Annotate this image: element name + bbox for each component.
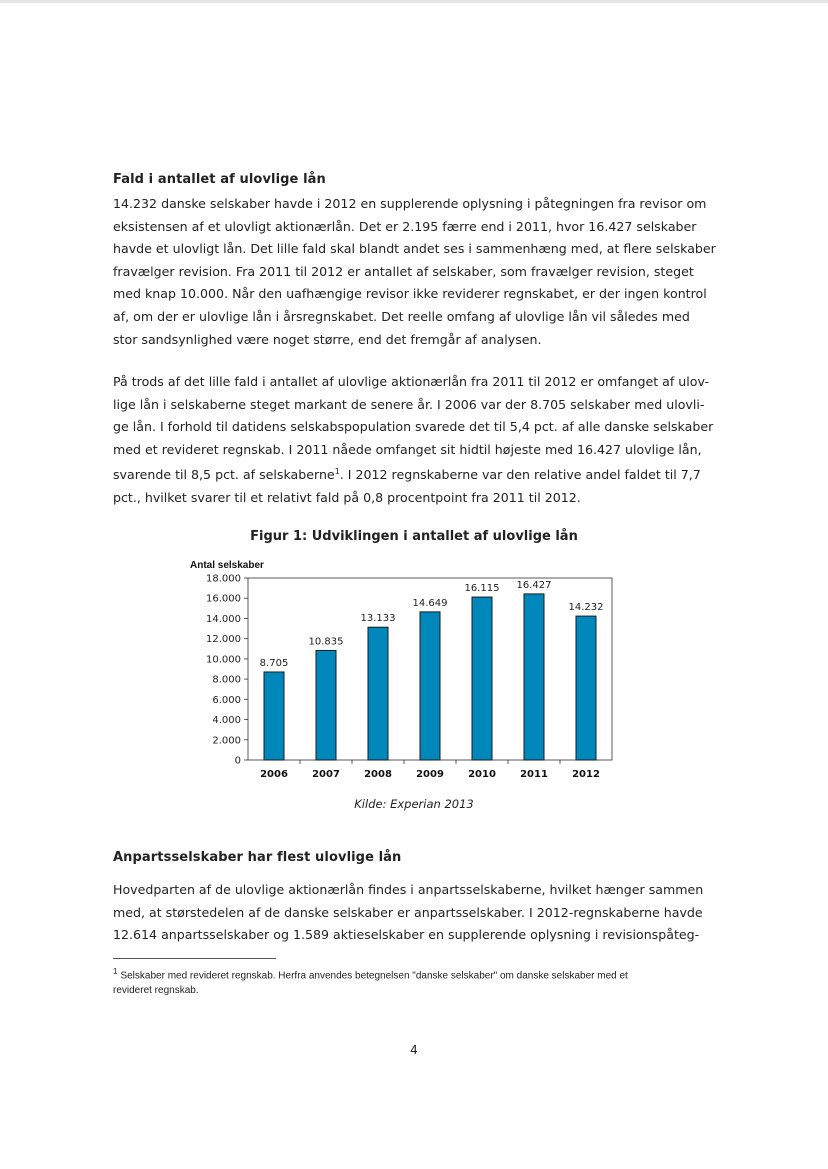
figure-source: Kilde: Experian 2013: [354, 797, 474, 811]
text-fragment: svarende til 8,5 pct. af selskaberne: [113, 467, 335, 483]
footnote-mark: 1: [113, 967, 118, 976]
footnote-divider: [113, 958, 276, 959]
text-line: På trods af det lille fald i antallet af ulovlige aktionærlån fra 2011 til 2012 er omfanget af ulov-: [113, 374, 710, 389]
bar: [368, 627, 388, 760]
text-line: med knap 10.000. Når den uafhængige revisor ikke reviderer regnskabet, er der ingen kontrol: [113, 286, 707, 302]
x-tick-label: 2012: [572, 769, 600, 780]
bar: [420, 612, 440, 760]
section-heading-anpartsselskaber: Anpartsselskaber har flest ulovlige lån: [113, 850, 402, 865]
text-line: [113, 461, 713, 487]
y-tick-label: 2.000: [212, 735, 241, 747]
page-number: 4: [410, 1043, 418, 1057]
x-tick-label: 2010: [468, 769, 496, 780]
text-line: lige lån i selskaberne steget markant de senere år. I 2006 var der 8.705 selskaber med ulovli-: [113, 396, 705, 412]
bar-chart: [180, 556, 620, 788]
text-line: 12.614 anpartsselskaber og 1.589 aktieselskaber en supplerende oplysning i revisionspåteg-: [113, 927, 700, 943]
section-heading-fald: Fald i antallet af ulovlige lån: [113, 172, 326, 187]
text-line: pct., hvilket svarer til et relativt fald på 0,8 procentpoint fra 2011 til 2012.: [113, 490, 581, 506]
text-line: havde et ulovligt lån. Det lille fald skal blandt andet ses i sammenhæng med, at flere selskaber: [113, 241, 716, 257]
y-tick-label: 4.000: [212, 715, 241, 727]
y-tick-label: 14.000: [206, 613, 241, 625]
x-tick-label: 2011: [520, 769, 548, 780]
footnote-text: Selskaber med revideret regnskab. Herfra anvendes betegnelsen "danske selskaber" om danske selskaber med et: [120, 970, 628, 982]
text-line: 14.232 danske selskaber havde i 2012 en supplerende oplysning i påtegningen fra revisor om: [113, 196, 707, 211]
text-line: Hovedparten af de ulovlige aktionærlån findes i anpartsselskaberne, hvilket hænger sammen: [113, 882, 704, 897]
data-label: 16.427: [516, 579, 552, 591]
text-line: fravælger revision. Fra 2011 til 2012 er antallet af selskaber, som fravælger revision, steget: [113, 263, 694, 279]
footnote-line: [113, 964, 713, 983]
y-tick-label: 12.000: [206, 634, 241, 646]
footnote-line: revideret regnskab.: [113, 985, 199, 997]
bar: [576, 616, 596, 760]
bar: [316, 650, 336, 760]
text-line: med et revideret regnskab. I 2011 nåede omfanget sit hidtil højeste med 16.427 ulovlige lån,: [113, 441, 702, 457]
x-tick-label: 2009: [416, 769, 444, 780]
y-tick-label: 16.000: [206, 593, 241, 605]
x-tick-label: 2006: [260, 769, 288, 780]
text-line: med, at størstedelen af de danske selskaber er anpartsselskaber. I 2012-regnskaberne havde: [113, 904, 703, 920]
figure-title: Figur 1: Udviklingen i antallet af ulovlige lån: [250, 529, 578, 544]
top-edge-line: [0, 0, 828, 3]
text-fragment: . I 2012 regnskaberne var den relative andel faldet til 7,7: [339, 467, 701, 483]
bar: [472, 597, 492, 760]
data-label: 13.133: [360, 613, 396, 625]
paragraph-anpartsselskaber: [113, 879, 713, 947]
text-line: ge lån. I forhold til datidens selskabspopulation svarede det til 5,4 pct. af alle danske selskaber: [113, 419, 714, 435]
x-tick-label: 2007: [312, 769, 340, 780]
y-axis-label: Antal selskaber: [190, 560, 264, 571]
x-tick-label: 2008: [364, 769, 392, 780]
y-tick-label: 8.000: [212, 674, 241, 686]
bar: [524, 594, 544, 760]
data-label: 14.649: [412, 597, 448, 609]
text-line: stor sandsynlighed være noget større, end det fremgår af analysen.: [113, 331, 542, 347]
footnote-reference[interactable]: 1: [334, 467, 340, 477]
data-label: 8.705: [259, 657, 289, 669]
text-line: af, om der er ulovlige lån i årsregnskabet. Det reelle omfang af ulovlige lån vil således med: [113, 308, 690, 324]
data-label: 10.835: [308, 636, 344, 648]
y-tick-label: 6.000: [212, 694, 241, 706]
paragraph-fald: [113, 193, 716, 351]
y-tick-label: 18.000: [206, 573, 241, 585]
data-label: 16.115: [464, 583, 500, 595]
paragraph-trods: [113, 371, 713, 510]
y-tick-label: 10.000: [206, 654, 241, 666]
text-line: eksistensen af et ulovligt aktionærlån. Det er 2.195 færre end i 2011, hvor 16.427 selskaber: [113, 218, 697, 234]
data-label: 14.232: [568, 602, 604, 614]
bar: [264, 672, 284, 760]
y-tick-label: 0: [234, 755, 241, 767]
footnote: [113, 964, 713, 998]
